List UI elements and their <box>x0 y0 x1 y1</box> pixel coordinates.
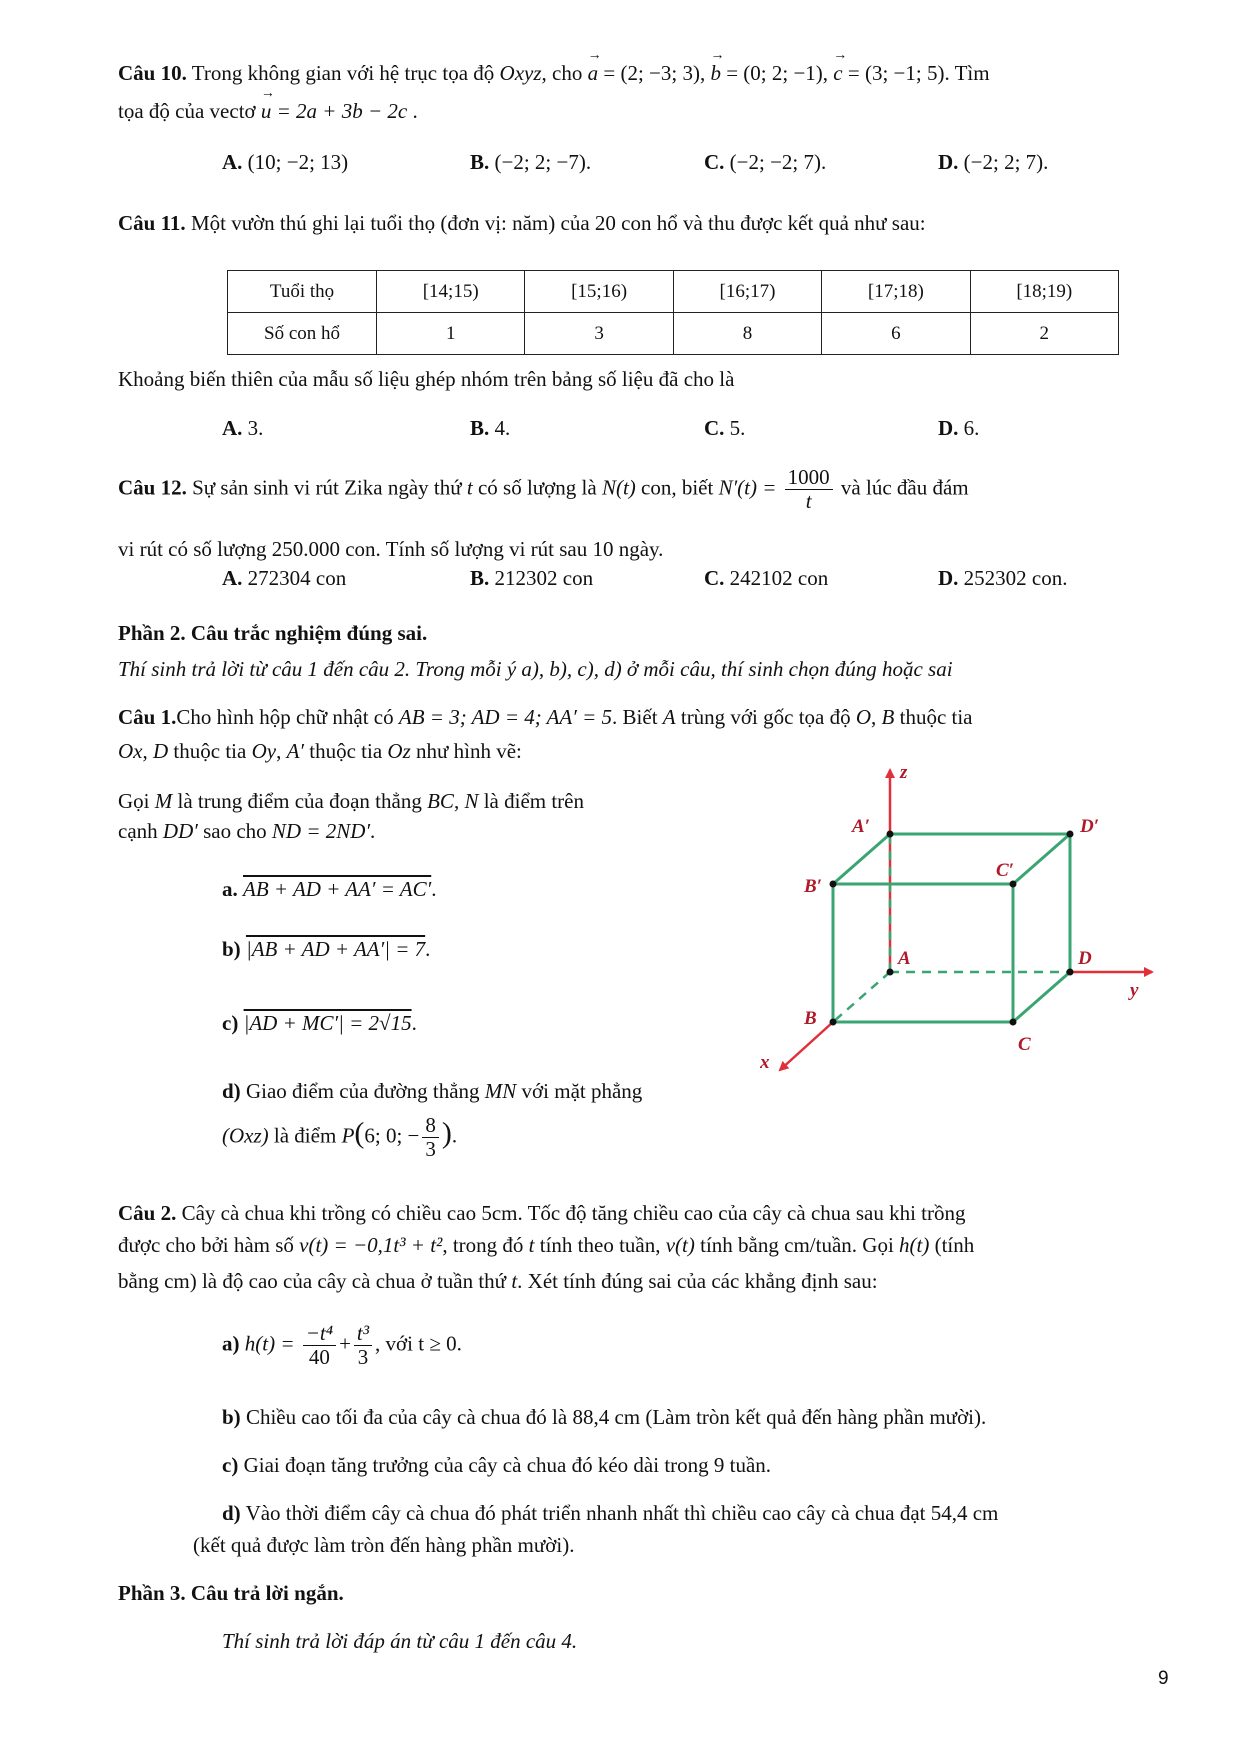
p2q1-Ap: A′ <box>286 739 304 763</box>
item-d-text: Giao điểm của đường thẳng <box>245 1079 480 1103</box>
q10-option-c[interactable]: C. (−2; −2; 7). <box>704 150 827 174</box>
q2-b-label: b) <box>222 1405 241 1429</box>
p2q1-line1 <box>118 704 973 730</box>
q12-label: Câu 12. <box>118 475 187 500</box>
label-y: y <box>1130 980 1139 1001</box>
q12-text2: có số lượng là <box>477 475 597 500</box>
item-a-end: . <box>431 877 437 901</box>
vertex-B <box>830 1019 837 1026</box>
p2q1-item-b <box>222 936 430 962</box>
p2q1-text1: Cho hình hộp chữ nhật có <box>176 705 394 729</box>
vector-a: → a <box>588 60 599 86</box>
p2q1-text2: . Biết <box>612 705 658 729</box>
table-header-cell: Tuổi thọ <box>228 271 377 313</box>
q12-nt: N(t) <box>601 475 636 500</box>
part3-title: Phần 3. Câu trả lời ngắn. <box>118 1581 344 1605</box>
item-d-coord: 6; 0; − <box>364 1123 420 1148</box>
label-B: B <box>804 1008 817 1029</box>
p2q2-t2: t <box>511 1269 518 1293</box>
p2q1-N: N <box>464 789 479 813</box>
part3-instruction: Thí sinh trả lời đáp án từ câu 1 đến câu 4. <box>222 1629 578 1653</box>
p2q2-item-b <box>222 1404 986 1430</box>
vertex-Bp <box>830 881 837 888</box>
item-d-mn: MN <box>484 1079 517 1103</box>
q11-label: Câu 11. <box>118 211 186 235</box>
p2q1-label: Câu 1. <box>118 705 177 729</box>
q2-a-tail: , với t ≥ 0. <box>375 1331 462 1356</box>
table-cell: [18;19) <box>970 271 1118 313</box>
p2q1-dims: AB = 3; AD = 4; AA′ = 5 <box>398 705 613 729</box>
q12-line1 <box>118 466 969 513</box>
q10-line2-text: tọa độ của vectơ <box>118 99 256 123</box>
label-x: x <box>760 1052 770 1073</box>
vector-b-def: = (0; 2; −1) <box>726 61 823 85</box>
q2-a-num1: −t⁴ <box>303 1322 336 1346</box>
p2q2-vt: v(t) <box>665 1233 695 1257</box>
q12-option-a[interactable]: A. 272304 con <box>222 566 347 590</box>
q12-t: t <box>466 475 473 500</box>
q11-option-a[interactable]: A. 3. <box>222 416 264 440</box>
p2q1-l2e: như hình vẽ: <box>416 739 522 763</box>
part2-instruction: Thí sinh trả lời từ câu 1 đến câu 2. Trong mỗi ý a), b), c), d) ở mỗi câu, thí sinh chọn đúng hoặc sai <box>118 657 953 681</box>
q10-text2: , cho <box>541 61 583 85</box>
table-cell: 6 <box>822 313 970 355</box>
vertex-Cp <box>1010 881 1017 888</box>
p2q1-text4: , <box>871 705 877 729</box>
q12-den: t <box>805 489 812 514</box>
q2-a-h: h(t) = <box>244 1331 295 1356</box>
q12-text1: Sự sản sinh vi rút Zika ngày thứ <box>192 475 462 500</box>
q11-option-b[interactable]: B. 4. <box>470 416 511 440</box>
p2q1-ND: ND = 2ND′ <box>271 819 371 843</box>
p2q1-M: M <box>154 789 173 813</box>
p2q1-l2d: thuộc tia <box>309 739 383 763</box>
vertex-D <box>1067 969 1074 976</box>
vector-c-def: = (3; −1; 5) <box>847 61 945 85</box>
item-b-end: . <box>425 937 431 961</box>
q2-b-text: Chiều cao tối đa của cây cà chua đó là 88,4 cm (Làm tròn kết quả đến hàng phần mười). <box>245 1405 987 1429</box>
item-d-point: P <box>341 1123 355 1148</box>
q12-option-c[interactable]: C. 242102 con <box>704 566 829 590</box>
table-cell: [17;18) <box>822 271 970 313</box>
p2q2-l2c: tính theo tuần, <box>539 1233 661 1257</box>
q2-a-label: a) <box>222 1331 240 1356</box>
q2-c-text: Giai đoạn tăng trưởng của cây cà chua đó kéo dài trong 9 tuần. <box>243 1453 772 1477</box>
p2q1-DDp: DD′ <box>162 819 198 843</box>
p2q1-Oz: Oz <box>387 739 411 763</box>
q2-a-den2: 3 <box>357 1345 369 1370</box>
p2q1-m1c: , <box>453 789 460 813</box>
label-A: A <box>898 948 911 969</box>
p2q2-text1: Cây cà chua khi trồng có chiều cao 5cm. Tốc độ tăng chiều cao của cây cà chua sau khi trồng <box>181 1201 966 1225</box>
item-d-label: d) <box>222 1079 241 1103</box>
q10-option-b[interactable]: B. (−2; 2; −7). <box>470 150 592 174</box>
p2q2-item-a <box>222 1322 462 1369</box>
table-cell: [16;17) <box>673 271 821 313</box>
p2q2-l3a: bằng cm) là độ cao của cây cà chua ở tuần thứ <box>118 1269 507 1293</box>
p2q1-m-line2 <box>118 818 375 844</box>
label-Ap: A′ <box>852 816 871 837</box>
label-Bp: B′ <box>804 876 823 897</box>
p2q2-l2b: , trong đó <box>442 1233 524 1257</box>
q2-a-frac1 <box>303 1322 336 1369</box>
p2q2-l3b: . Xét tính đúng sai của các khẳng định sau: <box>517 1269 878 1293</box>
edge-CD-top <box>1013 834 1070 884</box>
p2q1-m2b: sao cho <box>203 819 267 843</box>
edge-AB <box>833 972 890 1022</box>
vertex-C <box>1010 1019 1017 1026</box>
p2q1-m-line1 <box>118 788 584 814</box>
item-b-label: b) <box>222 937 241 961</box>
p2q1-text3: trùng với gốc tọa độ <box>680 705 851 729</box>
q2-a-num2: t³ <box>354 1322 372 1346</box>
label-C: C <box>1018 1034 1031 1055</box>
p2q2-label: Câu 2. <box>118 1201 177 1225</box>
q10-option-d[interactable]: D. (−2; 2; 7). <box>938 150 1049 174</box>
q10-line1: Câu 10. Trong không gian với hệ trục tọa độ Oxyz, cho → a = (2; −3; 3), → b = (0; 2; −1), → c = (3; −1; 5). Tìm <box>118 60 990 86</box>
item-d-frac <box>422 1114 439 1161</box>
x-axis <box>780 1022 833 1070</box>
part2-title: Phần 2. Câu trắc nghiệm đúng sai. <box>118 621 428 645</box>
p2q1-m1b: là trung điểm của đoạn thẳng <box>177 789 422 813</box>
p2q1-Oy: Oy <box>251 739 277 763</box>
front-face <box>833 884 1013 1022</box>
q12-num: 1000 <box>785 466 833 490</box>
table-cell: [15;16) <box>525 271 673 313</box>
q2-d-label: d) <box>222 1501 241 1525</box>
table-cell: 2 <box>970 313 1118 355</box>
p2q1-m1d: là điểm trên <box>483 789 584 813</box>
item-c-label: c) <box>222 1011 239 1035</box>
q2-a-frac2 <box>354 1322 372 1369</box>
vector-c: → c <box>833 60 842 86</box>
table-cell: [14;15) <box>377 271 525 313</box>
q2-d-text: Vào thời điểm cây cà chua đó phát triển nhanh nhất thì chiều cao cây cà chua đạt 54,4 cm <box>245 1501 999 1525</box>
q11-option-c[interactable]: C. 5. <box>704 416 746 440</box>
p2q2-line3 <box>118 1268 878 1294</box>
q12-text4: và lúc đầu đám <box>840 475 969 500</box>
q12-option-d[interactable]: D. 252302 con. <box>938 566 1068 590</box>
p2q1-Ox: Ox <box>118 739 143 763</box>
p2q2-l2e: (tính <box>934 1233 975 1257</box>
vector-a-def: = (2; −3; 3) <box>603 61 700 85</box>
q12-line2: vi rút có số lượng 250.000 con. Tính số lượng vi rút sau 10 ngày. <box>118 537 664 561</box>
p2q1-l2a: , <box>142 739 148 763</box>
p2q2-vdef: v(t) = −0,1t³ + t² <box>299 1233 443 1257</box>
q11-line1 <box>118 210 926 236</box>
q11-text: Một vườn thú ghi lại tuổi thọ (đơn vị: năm) của 20 con hổ và thu được kết quả như sau: <box>190 211 926 235</box>
label-D: D <box>1078 948 1092 969</box>
p2q1-item-d <box>222 1078 642 1104</box>
p2q1-A: A <box>662 705 676 729</box>
vector-u-def: = 2a + 3b − 2c <box>276 99 408 123</box>
p2q2-t: t <box>528 1233 535 1257</box>
q12-fraction <box>785 466 833 513</box>
q12-text3: con, biết <box>641 475 714 500</box>
p2q1-B: B <box>881 705 895 729</box>
p2q1-m2a: cạnh <box>118 819 158 843</box>
p2q1-m1a: Gọi <box>118 789 150 813</box>
item-a-expr: AB + AD + AA′ = AC′ <box>243 877 432 901</box>
table-header-cell: Số con hổ <box>228 313 377 355</box>
label-z: z <box>900 762 908 783</box>
item-d-num: 8 <box>422 1114 439 1138</box>
edge-CD <box>1013 972 1070 1022</box>
p2q2-ht: h(t) <box>899 1233 930 1257</box>
p2q2-l2a: được cho bởi hàm số <box>118 1233 294 1257</box>
p2q1-item-a <box>222 876 436 902</box>
q2-c-label: c) <box>222 1453 239 1477</box>
p2q1-line2 <box>118 738 522 764</box>
q10-system: Oxyz <box>499 61 542 85</box>
label-Dp: D′ <box>1080 816 1100 837</box>
p2q1-m2c: . <box>370 819 376 843</box>
p2q2-l2d: tính bằng cm/tuần. Gọi <box>700 1233 894 1257</box>
edge-BA <box>833 834 890 884</box>
q10-text3: . Tìm <box>944 61 990 85</box>
cuboid-figure <box>760 760 1160 1090</box>
vertex-A <box>887 969 894 976</box>
item-d-text2: với mặt phẳng <box>521 1079 643 1103</box>
item-d-text3: là điểm <box>273 1123 337 1148</box>
vertex-Dp <box>1067 831 1074 838</box>
p2q2-item-d <box>222 1500 998 1526</box>
item-c-end: . <box>411 1011 417 1035</box>
vector-b: → b <box>710 60 721 86</box>
table-cell: 1 <box>377 313 525 355</box>
table-row <box>228 271 1119 313</box>
p2q1-l2c: , <box>276 739 282 763</box>
q10-label: Câu 10. <box>118 61 187 85</box>
q11-option-d[interactable]: D. 6. <box>938 416 980 440</box>
q10-option-a[interactable]: A. (10; −2; 13) <box>222 150 349 174</box>
q12-deriv: N′(t) = <box>718 475 777 500</box>
p2q2-item-c <box>222 1452 771 1478</box>
item-d-plane: (Oxz) <box>222 1123 269 1148</box>
item-c-expr: |AD + MC′| = 2√15 <box>243 1011 412 1035</box>
q11-question: Khoảng biến thiên của mẫu số liệu ghép nhóm trên bảng số liệu đã cho là <box>118 367 735 391</box>
q2-a-den1: 40 <box>308 1345 330 1370</box>
q12-option-b[interactable]: B. 212302 con <box>470 566 594 590</box>
p2q1-item-c <box>222 1010 417 1036</box>
page-number: 9 <box>1158 1668 1169 1689</box>
p2q1-BC: BC <box>427 789 454 813</box>
p2q2-line1 <box>118 1200 966 1226</box>
item-b-expr: |AB + AD + AA′| = 7 <box>245 937 426 961</box>
q10-line2: tọa độ của vectơ → u = 2a + 3b − 2c . <box>118 98 418 124</box>
p2q1-text5: thuộc tia <box>899 705 973 729</box>
p2q1-D: D <box>153 739 169 763</box>
p2q1-item-d-line2: (Oxz) là điểm P(6; 0; − $\frac{8}{3}$ ). <box>222 1113 458 1162</box>
table-row <box>228 313 1119 355</box>
p2q1-l2b: thuộc tia <box>173 739 247 763</box>
label-Cp: C′ <box>996 860 1015 881</box>
q10-text: Trong không gian với hệ trục tọa độ <box>191 61 495 85</box>
vector-u: → u <box>261 98 272 124</box>
q2-a-plus: + <box>339 1331 351 1356</box>
q11-table <box>227 270 1119 355</box>
p2q2-item-d-line2: (kết quả được làm tròn đến hàng phần mười). <box>193 1533 575 1557</box>
item-a-label: a. <box>222 877 238 901</box>
p2q1-O: O <box>855 705 872 729</box>
vertex-Ap <box>887 831 894 838</box>
p2q2-line2 <box>118 1232 974 1258</box>
table-cell: 3 <box>525 313 673 355</box>
table-cell: 8 <box>673 313 821 355</box>
item-d-den: 3 <box>425 1137 436 1162</box>
